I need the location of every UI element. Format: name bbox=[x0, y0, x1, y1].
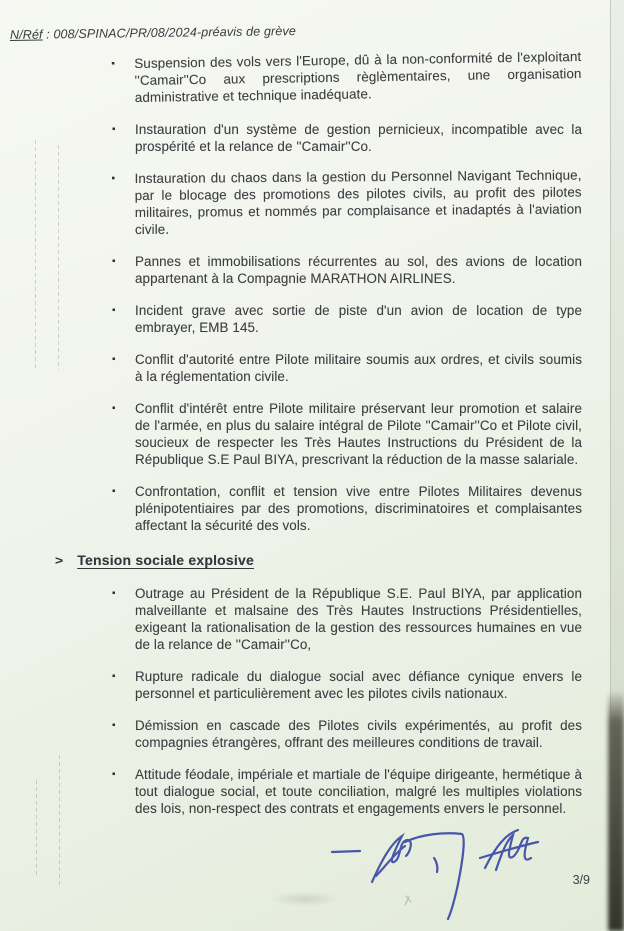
bullet-text: Conflit d'intérêt entre Pilote militaire préservant leur promotion et salaire de l'armée, en plus du salaire intégral de Pilote ''Camair''Co et Pilote civil, soucieux de respecter les Très Hautes Instructions du Président de la République S.E Paul BIYA, prescrivant la réduction de la masse salariale. bbox=[135, 401, 582, 467]
square-bullet-icon: ▪ bbox=[112, 486, 116, 497]
list-item bbox=[112, 585, 582, 653]
faint-mark bbox=[405, 896, 411, 905]
page-number: 3/9 bbox=[572, 873, 590, 887]
list-item bbox=[112, 302, 582, 336]
signature-long-stroke bbox=[405, 833, 464, 919]
list-item bbox=[111, 166, 582, 238]
list-item bbox=[112, 400, 582, 468]
list-item bbox=[112, 121, 582, 155]
scan-crease bbox=[58, 145, 59, 370]
square-bullet-icon: ▪ bbox=[112, 305, 116, 316]
bullet-text: Conflit d'autorité entre Pilote militaire soumis aux ordres, et civils soumis à la réglementation civile. bbox=[135, 352, 582, 384]
list-item bbox=[112, 766, 582, 817]
square-bullet-icon: ▪ bbox=[112, 671, 116, 682]
square-bullet-icon: ▪ bbox=[112, 354, 116, 365]
bullet-text: Attitude féodale, impériale et martiale de l'équipe dirigeante, hermétique à tout dialogue social, et toute conciliation, malgré les multiples violations des lois, non-respect des contrats et engagements envers le personnel. bbox=[135, 767, 582, 816]
signature-scribble-left2 bbox=[376, 846, 405, 876]
list-item bbox=[112, 253, 582, 287]
reference-value: 008/SPINAC/PR/08/2024-préavis de grève bbox=[53, 24, 296, 42]
square-bullet-icon: ▪ bbox=[112, 588, 116, 599]
bullet-text: Rupture radicale du dialogue social avec défiance cynique envers le personnel et particulièrement avec les pilotes civils nationaux. bbox=[135, 669, 582, 701]
scan-crease bbox=[36, 780, 37, 875]
bullet-text: Pannes et immobilisations récurrentes au sol, des avions de location appartenant à la Compagnie MARATHON AIRLINES. bbox=[135, 254, 582, 286]
list-item bbox=[112, 351, 582, 385]
bullet-text: Outrage au Président de la République S.E. Paul BIYA, par application malveillante et malsaine des Très Hautes Instructions Présidentielles, exigeant la rationalisation de la gestion des ressources humaines en vue de la relance de ''Camair''Co, bbox=[135, 586, 582, 652]
square-bullet-icon: ▪ bbox=[112, 124, 116, 135]
square-bullet-icon: ▪ bbox=[112, 769, 116, 780]
scan-crease bbox=[59, 755, 60, 885]
list-item bbox=[112, 668, 582, 702]
document-body bbox=[0, 48, 600, 832]
square-bullet-icon: ▪ bbox=[111, 58, 116, 70]
section-heading bbox=[55, 552, 600, 569]
bullet-text: Incident grave avec sortie de piste d'un avion de location de type embrayer, EMB 145. bbox=[135, 303, 582, 335]
square-bullet-icon: ▪ bbox=[112, 403, 116, 414]
section-heading-text: Tension sociale explosive bbox=[77, 552, 254, 568]
list-item bbox=[112, 717, 582, 751]
arrow-bullet-icon: > bbox=[55, 553, 64, 567]
signature-hook bbox=[434, 858, 437, 872]
bullet-text: Suspension des vols vers l'Europe, dû à la non-conformité de l'exploitant ''Camair''Co aux prescriptions règlèmentaires, une organisation administrative et technique inadéquate. bbox=[134, 48, 582, 106]
handwritten-signature bbox=[310, 816, 540, 928]
bullet-text: Instauration d'un système de gestion pernicieux, incompatible avec la prospérité et la relance de ''Camair''Co. bbox=[135, 122, 582, 154]
signature-dash bbox=[332, 851, 360, 852]
list-item bbox=[112, 483, 582, 534]
list-item bbox=[111, 48, 582, 106]
grievance-list-top bbox=[0, 48, 600, 534]
grievance-list-section bbox=[0, 585, 600, 817]
bullet-text: Confrontation, conflit et tension vive entre Pilotes Militaires devenus plénipotentiaires par des promotions, discriminatoires et complaisantes affectant la sécurité des vols. bbox=[135, 484, 582, 533]
square-bullet-icon: ▪ bbox=[112, 720, 116, 731]
reference-line bbox=[10, 24, 296, 42]
scan-crease bbox=[35, 140, 36, 370]
square-bullet-icon: ▪ bbox=[111, 173, 116, 185]
reference-separator: : bbox=[42, 27, 54, 42]
bullet-text: Démission en cascade des Pilotes civils expérimentés, au profit des compagnies étrangères, offrant des meilleures conditions de travail. bbox=[135, 718, 582, 750]
page-edge-shadow bbox=[608, 693, 624, 931]
reference-label: N/Réf bbox=[9, 27, 43, 42]
bullet-text: Instauration du chaos dans la gestion du Personnel Navigant Technique, par le blocage des promotions des pilotes civils, au profit des pilotes militaires, promus et nommés par complaisance et inadaptés à l'aviation civile. bbox=[134, 167, 582, 238]
scan-smudge bbox=[270, 892, 340, 906]
square-bullet-icon: ▪ bbox=[112, 256, 116, 267]
